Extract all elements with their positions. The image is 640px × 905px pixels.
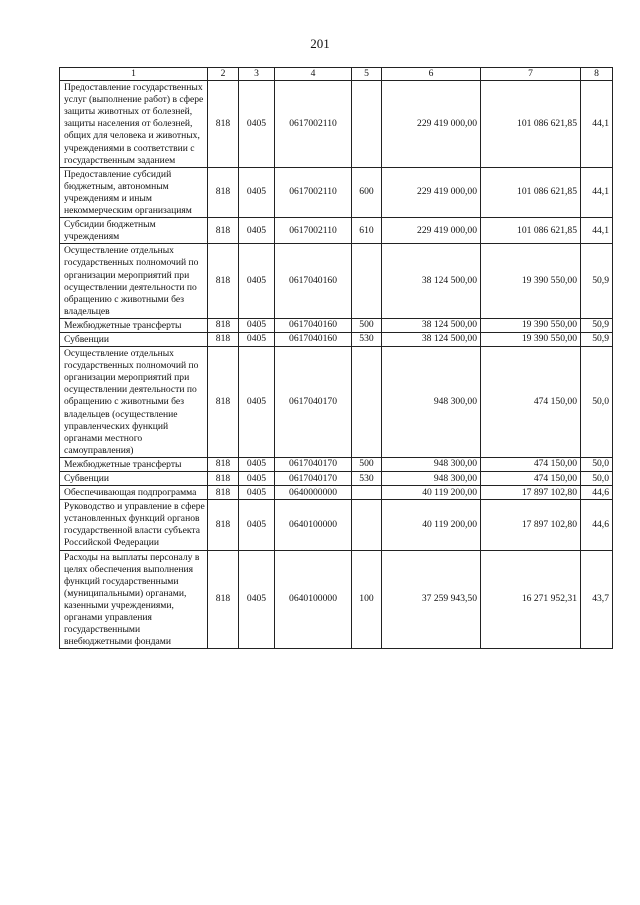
section-cell: 0405 <box>239 500 275 550</box>
table-row <box>60 167 613 217</box>
row-name-cell: Руководство и управление в сфере установленных функций органов государственной власти субъекта Российской Федерации <box>60 500 208 550</box>
code-cell: 818 <box>208 332 239 346</box>
table-row <box>60 244 613 319</box>
executed-amount-cell: 16 271 952,31 <box>481 550 581 649</box>
code-cell: 818 <box>208 486 239 500</box>
executed-amount-cell: 19 390 550,00 <box>481 332 581 346</box>
section-cell: 0405 <box>239 318 275 332</box>
section-cell: 0405 <box>239 486 275 500</box>
column-header: 4 <box>275 68 352 81</box>
column-header: 1 <box>60 68 208 81</box>
column-header: 5 <box>352 68 382 81</box>
percent-cell: 50,9 <box>581 332 613 346</box>
executed-amount-cell: 474 150,00 <box>481 472 581 486</box>
target-article-cell: 0617002110 <box>275 218 352 244</box>
executed-amount-cell: 474 150,00 <box>481 457 581 471</box>
target-article-cell: 0640100000 <box>275 500 352 550</box>
row-name-cell: Осуществление отдельных государственных полномочий по организации мероприятий при осуществлении деятельности по обращению с животными без владельцев (осуществление управленческих функций органами местного самоуправления) <box>60 347 208 458</box>
target-article-cell: 0617040170 <box>275 347 352 458</box>
expense-type-cell <box>352 244 382 319</box>
percent-cell: 50,9 <box>581 244 613 319</box>
expense-type-cell <box>352 347 382 458</box>
percent-cell: 43,7 <box>581 550 613 649</box>
expense-type-cell: 610 <box>352 218 382 244</box>
target-article-cell: 0617040160 <box>275 244 352 319</box>
plan-amount-cell: 229 419 000,00 <box>382 81 481 168</box>
code-cell: 818 <box>208 318 239 332</box>
section-cell: 0405 <box>239 218 275 244</box>
executed-amount-cell: 19 390 550,00 <box>481 318 581 332</box>
table-row <box>60 550 613 649</box>
row-name-cell: Расходы на выплаты персоналу в целях обеспечения выполнения функций государственными (муниципальными) органами, казенными учреждениями, органами управления государственными внебюджетными фондами <box>60 550 208 649</box>
budget-table <box>59 67 613 649</box>
percent-cell: 44,1 <box>581 218 613 244</box>
plan-amount-cell: 948 300,00 <box>382 347 481 458</box>
executed-amount-cell: 17 897 102,80 <box>481 486 581 500</box>
expense-type-cell: 530 <box>352 332 382 346</box>
page-number: 201 <box>310 36 330 51</box>
table-row <box>60 457 613 471</box>
code-cell: 818 <box>208 244 239 319</box>
column-header: 7 <box>481 68 581 81</box>
target-article-cell: 0640000000 <box>275 486 352 500</box>
percent-cell: 44,1 <box>581 81 613 168</box>
expense-type-cell: 530 <box>352 472 382 486</box>
percent-cell: 44,6 <box>581 500 613 550</box>
expense-type-cell <box>352 500 382 550</box>
percent-cell: 50,0 <box>581 457 613 471</box>
row-name-cell: Предоставление субсидий бюджетным, автономным учреждениям и иным некоммерческим организациям <box>60 167 208 217</box>
executed-amount-cell: 101 086 621,85 <box>481 167 581 217</box>
section-cell: 0405 <box>239 81 275 168</box>
percent-cell: 50,0 <box>581 347 613 458</box>
row-name-cell: Обеспечивающая подпрограмма <box>60 486 208 500</box>
expense-type-cell: 600 <box>352 167 382 217</box>
section-cell: 0405 <box>239 457 275 471</box>
row-name-cell: Субвенции <box>60 332 208 346</box>
target-article-cell: 0617040170 <box>275 472 352 486</box>
executed-amount-cell: 101 086 621,85 <box>481 218 581 244</box>
row-name-cell: Предоставление государственных услуг (выполнение работ) в сфере защиты животных от болезней, защиты населения от болезней, общих для человека и животных, учреждениями в соответствии с государственным заданием <box>60 81 208 168</box>
section-cell: 0405 <box>239 347 275 458</box>
executed-amount-cell: 101 086 621,85 <box>481 81 581 168</box>
target-article-cell: 0617040170 <box>275 457 352 471</box>
percent-cell: 50,9 <box>581 318 613 332</box>
target-article-cell: 0617040160 <box>275 332 352 346</box>
plan-amount-cell: 948 300,00 <box>382 472 481 486</box>
section-cell: 0405 <box>239 167 275 217</box>
table-row <box>60 486 613 500</box>
table-row <box>60 347 613 458</box>
target-article-cell: 0640100000 <box>275 550 352 649</box>
percent-cell: 44,1 <box>581 167 613 217</box>
column-header: 3 <box>239 68 275 81</box>
expense-type-cell: 500 <box>352 318 382 332</box>
plan-amount-cell: 38 124 500,00 <box>382 318 481 332</box>
section-cell: 0405 <box>239 332 275 346</box>
table-row <box>60 318 613 332</box>
plan-amount-cell: 948 300,00 <box>382 457 481 471</box>
row-name-cell: Межбюджетные трансферты <box>60 457 208 471</box>
expense-type-cell: 100 <box>352 550 382 649</box>
plan-amount-cell: 40 119 200,00 <box>382 500 481 550</box>
table-row <box>60 218 613 244</box>
table-row <box>60 81 613 168</box>
expense-type-cell: 500 <box>352 457 382 471</box>
row-name-cell: Межбюджетные трансферты <box>60 318 208 332</box>
section-cell: 0405 <box>239 472 275 486</box>
plan-amount-cell: 40 119 200,00 <box>382 486 481 500</box>
section-cell: 0405 <box>239 244 275 319</box>
target-article-cell: 0617002110 <box>275 167 352 217</box>
code-cell: 818 <box>208 550 239 649</box>
code-cell: 818 <box>208 167 239 217</box>
executed-amount-cell: 17 897 102,80 <box>481 500 581 550</box>
code-cell: 818 <box>208 347 239 458</box>
target-article-cell: 0617002110 <box>275 81 352 168</box>
table-row <box>60 500 613 550</box>
target-article-cell: 0617040160 <box>275 318 352 332</box>
row-name-cell: Субвенции <box>60 472 208 486</box>
row-name-cell: Субсидии бюджетным учреждениям <box>60 218 208 244</box>
executed-amount-cell: 19 390 550,00 <box>481 244 581 319</box>
code-cell: 818 <box>208 218 239 244</box>
executed-amount-cell: 474 150,00 <box>481 347 581 458</box>
percent-cell: 50,0 <box>581 472 613 486</box>
code-cell: 818 <box>208 81 239 168</box>
expense-type-cell <box>352 81 382 168</box>
code-cell: 818 <box>208 500 239 550</box>
column-header: 2 <box>208 68 239 81</box>
plan-amount-cell: 37 259 943,50 <box>382 550 481 649</box>
table-row <box>60 332 613 346</box>
row-name-cell: Осуществление отдельных государственных полномочий по организации мероприятий при осуществлении деятельности по обращению с животными без владельцев <box>60 244 208 319</box>
plan-amount-cell: 229 419 000,00 <box>382 218 481 244</box>
code-cell: 818 <box>208 457 239 471</box>
percent-cell: 44,6 <box>581 486 613 500</box>
column-header: 8 <box>581 68 613 81</box>
code-cell: 818 <box>208 472 239 486</box>
column-header: 6 <box>382 68 481 81</box>
plan-amount-cell: 38 124 500,00 <box>382 244 481 319</box>
plan-amount-cell: 229 419 000,00 <box>382 167 481 217</box>
expense-type-cell <box>352 486 382 500</box>
section-cell: 0405 <box>239 550 275 649</box>
header-row <box>60 68 613 81</box>
table-row <box>60 472 613 486</box>
plan-amount-cell: 38 124 500,00 <box>382 332 481 346</box>
